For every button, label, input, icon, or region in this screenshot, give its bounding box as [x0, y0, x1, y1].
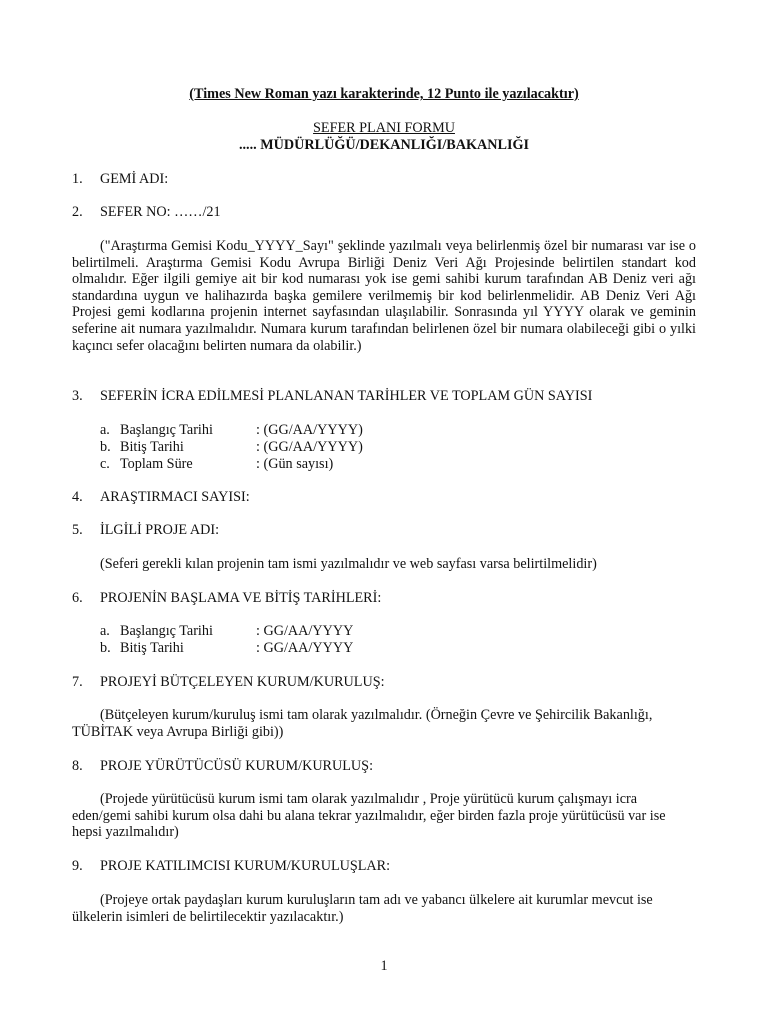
section-title: SEFERİN İCRA EDİLMESİ PLANLANAN TARİHLER VE TOPLAM GÜN SAYISI [100, 388, 593, 404]
row-label: Başlangıç Tarihi [120, 623, 213, 639]
section-number: 5. [72, 522, 83, 538]
row-value: : GG/AA/YYYY [256, 640, 354, 656]
row-value: : (GG/AA/YYYY) [256, 422, 363, 438]
row-value: : GG/AA/YYYY [256, 623, 354, 639]
font-instruction-note: (Times New Roman yazı karakterinde, 12 Punto ile yazılacaktır) [189, 86, 579, 102]
row-label: Toplam Süre [120, 456, 193, 472]
row-letter: a. [100, 623, 110, 639]
row-value: : (Gün sayısı) [256, 456, 334, 472]
katilimci-description: (Projeye ortak paydaşları kurum kuruluşların tam adı ve yabancı ülkelere ait kurumlar mevcut ise ülkelerin isimleri de belirtilecektir yazılacaktır.) [72, 892, 653, 925]
proje-adi-description: (Seferi gerekli kılan projenin tam ismi yazılmalıdır ve web sayfası varsa belirtilmelidir) [100, 556, 597, 572]
section-title: GEMİ ADI: [100, 171, 169, 187]
section-title: PROJEYİ BÜTÇELEYEN KURUM/KURULUŞ: [100, 674, 385, 690]
yurutucu-description: (Projede yürütücüsü kurum ismi tam olarak yazılmalıdır , Proje yürütücü kurum çalışmayı icra eden/gemi sahibi kurum olsa dahi bu alana tekrar yazılmalıdır, eğer birden fazla proje yürütücüsü var ise hepsi yazılmalıdır) [72, 791, 666, 841]
section-title: PROJENİN BAŞLAMA VE BİTİŞ TARİHLERİ: [100, 590, 382, 606]
row-value: : (GG/AA/YYYY) [256, 439, 363, 455]
row-letter: b. [100, 439, 111, 455]
form-subtitle: ..... MÜDÜRLÜĞÜ/DEKANLIĞI/BAKANLIĞI [238, 137, 530, 153]
row-label: Bitiş Tarihi [120, 640, 184, 656]
section-number: 7. [72, 674, 83, 690]
row-label: Başlangıç Tarihi [120, 422, 213, 438]
section-number: 1. [72, 171, 83, 187]
row-letter: a. [100, 422, 110, 438]
section-number: 9. [72, 858, 83, 874]
section-title: PROJE KATILIMCISI KURUM/KURULUŞLAR: [100, 858, 391, 874]
sefer-no-description: ("Araştırma Gemisi Kodu_YYYY_Sayı" şeklinde yazılmalı veya belirlenmiş özel bir numarası var ise o belirtilmeli. Araştırma Gemisi Kodu Avrupa Birliği Deniz Veri Ağı Projesinde belirtilen standart kod olmalıdır. Eğer ilgili gemiye ait bir kod numarası yok ise gemi sahibi kurum tarafından AB Deniz veri ağı standardına uygun ve halihazırda başka gemilere verilmemiş bir kod belirlenmelidir. AB Deniz Veri Ağı Projesi gemi kodlarına projenin internet sayfasından ulaşılabilir. Sonrasında yıl YYYY olarak ve geminin seferine ait numara yazılmalıdır. Numara kurum tarafından belirlenen özel bir numara olabileceği gibi o yılki kaçıncı sefer olacağını belirten numara da olabilir.) [72, 238, 696, 354]
row-letter: b. [100, 640, 111, 656]
row-letter: c. [100, 456, 110, 472]
section-title: ARAŞTIRMACI SAYISI: [100, 489, 250, 505]
butce-description: (Bütçeleyen kurum/kuruluş ismi tam olarak yazılmalıdır. (Örneğin Çevre ve Şehircilik Bakanlığı, TÜBİTAK veya Avrupa Birliği gibi)) [72, 707, 653, 740]
section-title: PROJE YÜRÜTÜCÜSÜ KURUM/KURULUŞ: [100, 758, 374, 774]
row-label: Bitiş Tarihi [120, 439, 184, 455]
form-title: SEFER PLANI FORMU [313, 120, 455, 136]
section-number: 2. [72, 204, 83, 220]
section-number: 3. [72, 388, 83, 404]
section-number: 6. [72, 590, 83, 606]
page-number: 1 [380, 958, 388, 974]
section-number: 8. [72, 758, 83, 774]
section-number: 4. [72, 489, 83, 505]
section-title: SEFER NO: ……/21 [100, 204, 221, 220]
section-title: İLGİLİ PROJE ADI: [100, 522, 220, 538]
